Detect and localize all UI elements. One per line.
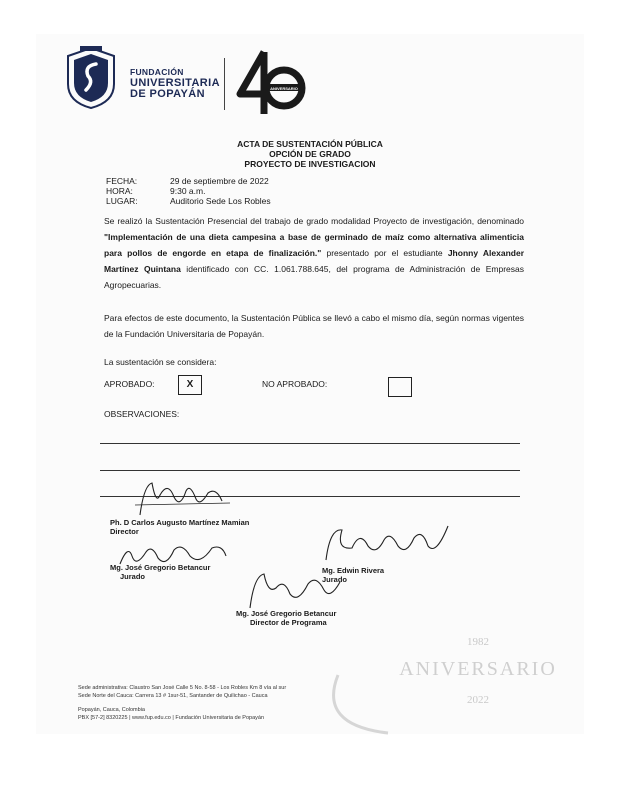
footer-line1: Sede administrativa: Claustro San José Calle 5 No. 8-58 - Los Robles Km 8 vía al sur — [78, 685, 287, 691]
details-values — [170, 176, 271, 206]
jurado2-role: Jurado — [322, 575, 348, 584]
observations-label: OBSERVACIONES: — [104, 409, 180, 419]
not-approved-label: NO APROBADO: — [262, 379, 328, 389]
project-title: "Implementación de una dieta campesina a base de germinado de maíz como alternativa alimenticia para pollos de engorde en etapa de finalización." — [104, 232, 524, 258]
hora-value: 9:30 a.m. — [170, 186, 206, 196]
observation-line-1 — [100, 443, 520, 444]
footer — [78, 684, 286, 722]
stamp-year-bottom: 2022 — [467, 694, 489, 706]
stamp-year-top: 1982 — [467, 636, 489, 648]
document-title — [150, 139, 470, 169]
student-name: Jhonny Alexander Martínez Quintana — [104, 248, 525, 274]
lugar-label: LUGAR: — [106, 196, 138, 206]
jurado1-role: Jurado — [120, 572, 146, 581]
program-director-signature — [236, 568, 346, 612]
body-paragraph-1 — [104, 213, 524, 293]
approved-label: APROBADO: — [104, 379, 155, 389]
jurado1-name: Mg. José Gregorio Betancur — [110, 563, 211, 572]
program-director-role: Director de Programa — [250, 618, 327, 627]
foundation-name — [130, 67, 220, 100]
anniversary-logo-text: ANIVERSARIO — [270, 86, 298, 91]
anniversary-40-logo — [234, 48, 314, 120]
program-director-name: Mg. José Gregorio Betancur — [236, 609, 337, 618]
foundation-line1: FUNDACIÓN — [130, 67, 184, 77]
director-signature — [130, 475, 240, 520]
p1-presented: presentado por el estudiante — [321, 248, 448, 258]
details-labels — [106, 176, 138, 206]
stamp-text: ANIVERSARIO — [399, 658, 557, 680]
director-name: Ph. D Carlos Augusto Martínez Mamian — [110, 518, 250, 527]
university-crest-logo — [64, 46, 118, 110]
title-line1: ACTA DE SUSTENTACIÓN PÚBLICA — [237, 139, 383, 149]
director-role: Director — [110, 527, 139, 536]
not-approved-checkbox — [388, 377, 412, 397]
result-prompt: La sustentación se considera: — [104, 357, 217, 367]
foundation-line2: UNIVERSITARIA — [130, 77, 220, 89]
foundation-line3: DE POPAYÁN — [130, 88, 205, 100]
footer-line3: Popayán, Cauca, Colombia — [78, 707, 145, 713]
title-line3: PROYECTO DE INVESTIGACION — [244, 159, 376, 169]
jurado2-name: Mg. Edwin Rivera — [322, 566, 385, 575]
observation-line-2 — [100, 470, 520, 471]
header-divider — [224, 58, 225, 110]
jurado2-signature — [316, 520, 466, 566]
footer-line4: PBX [57-2] 8320225 | www.fup.edu.co | Fundación Universitaria de Popayán — [78, 715, 264, 721]
p1-ending: identificado con CC. 1.061.788.645, del programa de Administración de Empresas Agropecuarias. — [104, 264, 524, 290]
title-line2: OPCIÓN DE GRADO — [269, 149, 351, 159]
fecha-value: 29 de septiembre de 2022 — [170, 176, 269, 186]
footer-line2: Sede Norte del Cauca: Carrera 13 # 1sur-51, Santander de Quilichao - Cauca — [78, 693, 268, 699]
p1-intro: Se realizó la Sustentación Presencial del trabajo de grado modalidad Proyecto de investigación, denominado — [104, 216, 524, 226]
anniversary-watermark-stamp — [328, 615, 568, 735]
fecha-label: FECHA: — [106, 176, 138, 186]
approved-checkbox: X — [178, 375, 202, 395]
lugar-value: Auditorio Sede Los Robles — [170, 196, 271, 206]
hora-label: HORA: — [106, 186, 133, 196]
body-paragraph-2: Para efectos de este documento, la Sustentación Pública se llevó a cabo el mismo día, según normas vigentes de la Fundación Universitaria de Popayán. — [104, 313, 524, 339]
